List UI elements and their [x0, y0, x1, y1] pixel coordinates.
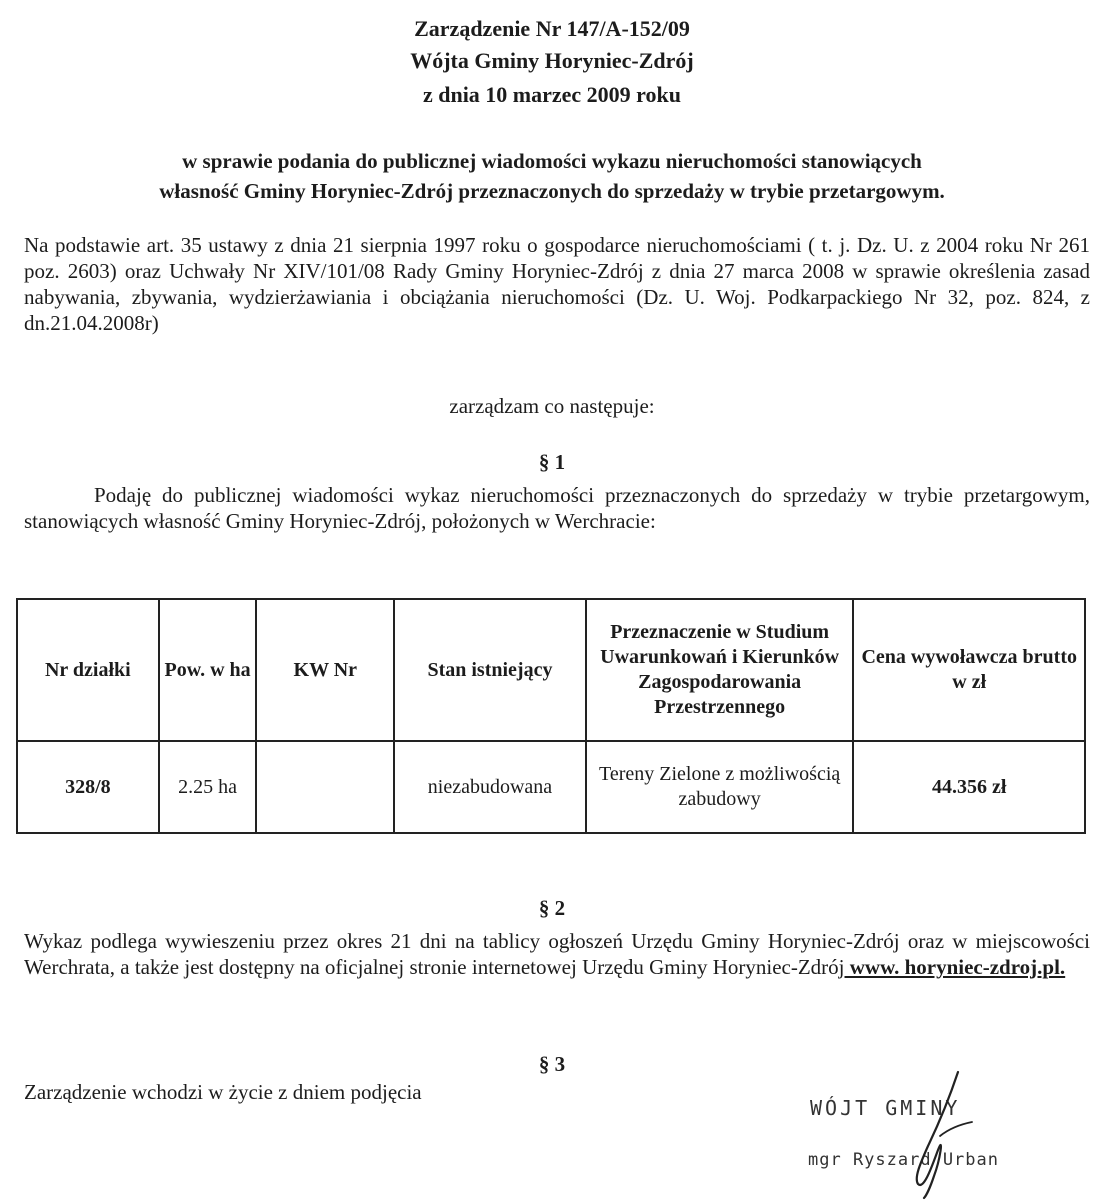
- website-link[interactable]: www. horyniec-zdroj.pl.: [844, 955, 1066, 979]
- section-2-paragraph: [24, 928, 1090, 980]
- issuer: Wójta Gminy Horyniec-Zdrój: [410, 48, 694, 73]
- cell-kw: [256, 741, 394, 833]
- cell-parcel: 328/8: [17, 741, 159, 833]
- cell-area: 2.25 ha: [159, 741, 257, 833]
- cell-state: niezabudowana: [394, 741, 586, 833]
- section-2-mark: § 2: [538, 896, 566, 920]
- section-1-mark: § 1: [538, 450, 566, 474]
- section-2-text: Wykaz podlega wywieszeniu przez okres 21 dni na tablicy ogłoszeń Urzędu Gminy Horyniec-Zdrój oraz w miejscowości Werchrata, a także jest dostępny na oficjalnej stronie internetowej Urzędu Gminy Horyniec-Zdrój: [24, 929, 1090, 979]
- table-row: [17, 741, 1085, 833]
- col-header-parcel: Nr działki: [17, 599, 159, 741]
- col-header-purpose: Przeznaczenie w Studium Uwarunkowań i Kierunków Zagospodarowania Przestrzennego: [586, 599, 854, 741]
- decree-phrase: zarządzam co następuje:: [449, 394, 655, 418]
- section-3-text: Zarządzenie wchodzi w życie z dniem podjęcia: [24, 1080, 422, 1104]
- stamp-name: mgr Ryszard Urban: [808, 1150, 999, 1170]
- section-3-mark: § 3: [538, 1052, 566, 1076]
- col-header-state: Stan istniejący: [394, 599, 586, 741]
- stamp-title: WÓJT GMINY: [810, 1096, 961, 1120]
- col-header-kw: KW Nr: [256, 599, 394, 741]
- decree-date: z dnia 10 marzec 2009 roku: [422, 82, 682, 107]
- section-1-paragraph: Podaję do publicznej wiadomości wykaz nieruchomości przeznaczonych do sprzedaży w trybie przetargowym, stanowiących własność Gminy Horyniec-Zdrój, położonych w Werchracie:: [24, 483, 1090, 533]
- handwritten-signature: [880, 1066, 1000, 1200]
- subject-line-2: własność Gminy Horyniec-Zdrój przeznaczonych do sprzedaży w trybie przetargowym.: [159, 179, 945, 203]
- cell-price: 44.356 zł: [853, 741, 1085, 833]
- col-header-area: Pow. w ha: [159, 599, 257, 741]
- subject-line-1: w sprawie podania do publicznej wiadomości wykazu nieruchomości stanowiących: [182, 149, 922, 173]
- legal-basis-paragraph: Na podstawie art. 35 ustawy z dnia 21 sierpnia 1997 roku o gospodarce nieruchomościami ( t. j. Dz. U. z 2004 roku Nr 261 poz. 2603) oraz Uchwały Nr XIV/101/08 Rady Gminy Horyniec-Zdrój z dnia 27 marca 2008 w sprawie określenia zasad nabywania, zbywania, wydzierżawiania i obciążania nieruchomości (Dz. U. Woj. Podkarpackiego Nr 32, poz. 824, z dn.21.04.2008r): [24, 233, 1090, 335]
- table-header-row: [17, 599, 1085, 741]
- property-table: [16, 598, 1086, 834]
- col-header-price: Cena wywoławcza brutto w zł: [853, 599, 1085, 741]
- cell-purpose: Tereny Zielone z możliwością zabudowy: [586, 741, 854, 833]
- decree-number: Zarządzenie Nr 147/A-152/09: [414, 16, 690, 41]
